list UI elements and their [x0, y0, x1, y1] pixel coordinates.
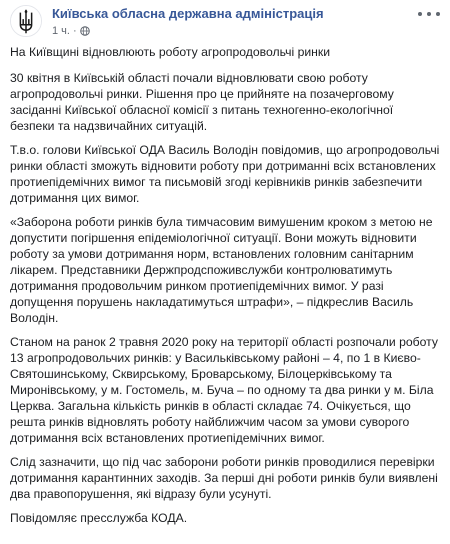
globe-icon[interactable]: [80, 26, 90, 36]
post-signature: Повідомляє пресслужба КОДА.: [10, 511, 188, 525]
meta-separator: ·: [72, 25, 77, 37]
page-name-link[interactable]: Київська обласна державна адміністрація: [52, 6, 324, 21]
more-dot: [418, 12, 422, 16]
post-headline: На Київщині відновлюють роботу агропродовольчі ринки: [10, 45, 331, 59]
post-meta: [52, 25, 90, 37]
post-paragraph: Т.в.о. голови Київської ОДА Василь Володін повідомив, що агропродовольчі ринки області зможуть відновити роботу при дотриманні всіх встановлених протиепідемічних вимог та письмовій згоді керівників ринків забезпечити дотримання цих вимог.: [10, 143, 440, 205]
post-paragraph: «Заборона роботи ринків була тимчасовим вимушеним кроком з метою не допустити погіршення епідеміологічної ситуації. Вони можуть відновити роботу за умови дотримання норм, встановлених головним санітарним лікарем. Представники Держпродспоживслужби контролюватимуть дотримання продовольчим ринком протиепідемічних вимог. У разі допущення порушень накладатимуться штрафи», – підкреслив Василь Володін.: [10, 215, 433, 325]
page-avatar[interactable]: [10, 5, 42, 37]
post-paragraph: 30 квітня в Київській області почали відновлювати свою роботу агропродовольчі ринки. Рішення про це прийняте на позачерговому засіданні Київської обласної комісії з питань техногенно-екологічної безпеки та надзвичайних ситуацій.: [10, 71, 394, 133]
more-options-icon[interactable]: [418, 6, 440, 22]
coat-of-arms-icon: [11, 6, 41, 36]
more-dot: [427, 12, 431, 16]
more-dot: [436, 12, 440, 16]
post-paragraph: Слід зазначити, що під час заборони роботи ринків проводилися перевірки дотримання карантинних заходів. За перші дні роботи ринків були виявлені два правопорушення, які відразу були усунуті.: [10, 455, 438, 501]
post-header: [0, 0, 450, 44]
post-paragraph: Станом на ранок 2 травня 2020 року на території області розпочали роботу 13 агропродовольчих ринків: у Васильківському районі – 4, по 1 в Києво-Святошинському, Сквирському, Броварському, Білоцерківському та Миронівському, у м. Гостомель, м. Буча – по одному та два ринки у м. Біла Церква. Загальна кількість ринків в області складає 74. Очікується, що решта ринків відновлять роботу найближчим часом за умови суворого дотримання всіх встановлених протиепідемічних вимог.: [10, 335, 438, 445]
post-body: [0, 44, 450, 526]
post-timestamp[interactable]: 1 ч.: [52, 25, 70, 37]
